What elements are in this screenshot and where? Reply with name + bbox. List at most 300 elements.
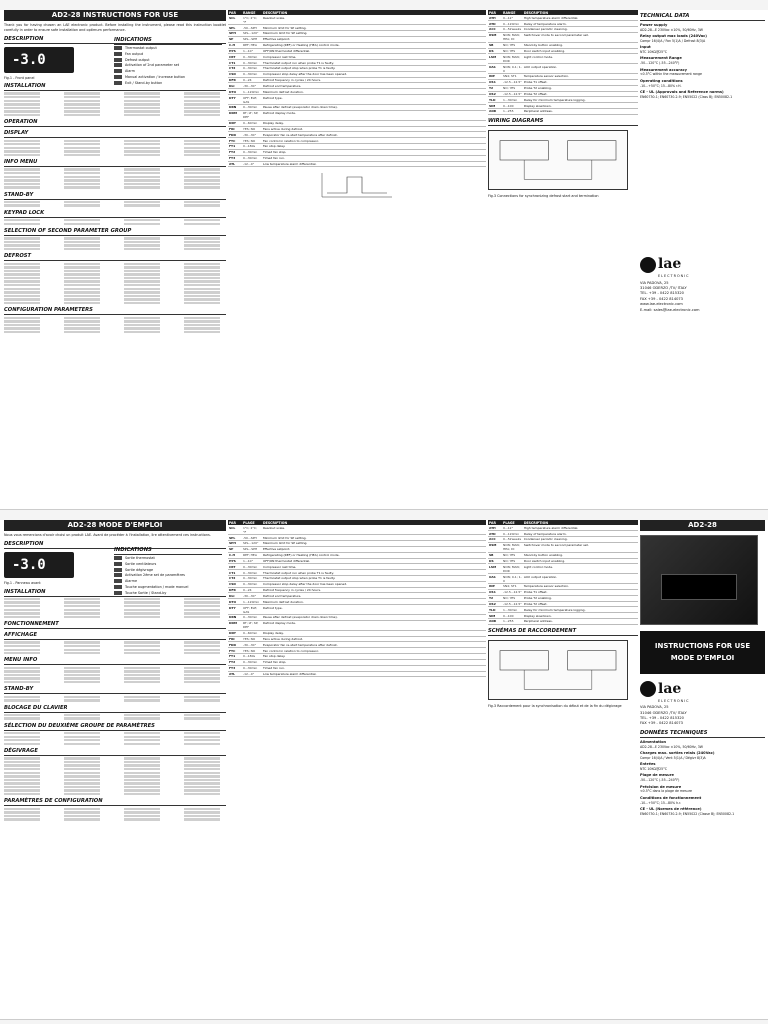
table-cell: 0...30min [242, 65, 262, 71]
front-panel-figure [4, 47, 74, 73]
table-cell: Probe T1 offset. [523, 589, 638, 595]
table-cell: Defrost type. [262, 605, 486, 615]
table-row [228, 161, 486, 167]
indications-list [114, 34, 222, 86]
wiring-caption: Fig.3 Connections for synchronizing defrost start and termination [488, 194, 599, 199]
table-cell: SP [228, 546, 242, 552]
table-cell: FID [228, 636, 242, 642]
table-cell: Refrigerating (REF) or Heating (HEA) control mode. [262, 552, 486, 558]
section-indications: INDICATIONS [114, 37, 222, 45]
table-cell: OS2 [488, 601, 502, 607]
table-cell: -50...SPH [242, 25, 262, 31]
column-parameters-fr [228, 520, 486, 1019]
table-cell: Evaporator fan re-start temperature after defrost. [262, 642, 486, 648]
table-cell: 0...30min [242, 60, 262, 66]
sheet-title: AD2-28 INSTRUCTIONS FOR USE [4, 10, 226, 21]
section-selection: SELECTION OF SECOND PARAMETER GROUP [4, 228, 226, 236]
company-email: E-mail: sales@lae-electronic.com [640, 307, 700, 312]
tech-item: Measurement Range -50...120°C (-55...240°F) [640, 56, 682, 66]
table-cell: Defrost end temperature. [262, 83, 486, 89]
table-cell: Switchover mode to second parameter set. [523, 32, 638, 42]
table-cell: SPL...120° [242, 541, 262, 547]
tech-item: Measurement accuracy <0.5°C within the measurement range [640, 67, 703, 77]
table-cell: Timed fan run. [262, 665, 486, 671]
table-row [488, 64, 638, 74]
table-cell: 0...30min [242, 71, 262, 77]
table-cell: OS2 [488, 91, 502, 97]
company-address: VIA PADOVA, 25 31046 ODERZO /TV/ ITALY TEL. +39 - 0422 815320 FAX +39 - 0422 814073 www.lae-electronic.com E-mail: sales@lae-electronic.com [640, 281, 765, 313]
standby-icon [114, 81, 122, 85]
table-row [488, 32, 638, 42]
section-installation: INSTALLATION [4, 83, 226, 91]
table-cell: DDM [228, 620, 242, 630]
table-cell: 1...255 [502, 109, 523, 115]
table-row [488, 54, 638, 64]
table-cell: NO; YES [502, 48, 523, 54]
table-row [228, 671, 486, 677]
front-panel-figure-fr: -3.0 [4, 552, 74, 578]
section-display: DISPLAY [4, 130, 226, 138]
table-cell: SPL [228, 535, 242, 541]
device-image [661, 574, 737, 600]
table-cell: FT1 [228, 144, 242, 150]
table-cell: -12.5...12.5° [503, 601, 522, 606]
table-cell: DS [488, 558, 502, 564]
table-cell: ATD [488, 21, 502, 27]
fan-icon [114, 52, 122, 56]
table-cell: NO; YES [502, 558, 523, 564]
table-cell: 0...52weeks [503, 27, 522, 32]
defrost-icon [114, 568, 122, 572]
table-cell: C-H [228, 552, 242, 558]
table-cell: 0...24 [242, 587, 262, 593]
table-cell: IISM [488, 542, 502, 552]
table-cell: AUX output operation. [523, 574, 638, 584]
table-cell: Refrigerating (REF) or Heating (HEA) control mode. [262, 42, 486, 48]
table-cell: Compressor stop delay after the door has been opened. [262, 581, 486, 587]
table-row [228, 95, 486, 105]
table-cell: DDY [228, 630, 242, 636]
thermostat-chart [317, 169, 397, 203]
table-cell: Pause after defrost (evaporator drain down time). [262, 615, 486, 621]
table-cell: Door switch input enabling. [523, 48, 638, 54]
table-cell: Probe T1 offset. [523, 79, 638, 85]
table-cell: Effective setpoint. [262, 36, 486, 42]
table-cell: Thermostat output stop when probe T1 is faulty. [262, 65, 486, 71]
sheet-english [0, 10, 768, 510]
indications-list-fr: INDICATIONS Sortie thermostat Sortie ventilateurs Sortie dégivrage Activation 2ème set de paramètres Alarme Touche augmentation / mode manuel Touche Sortie / Stand-by [114, 544, 222, 596]
table-cell: CT2 [228, 65, 242, 71]
table-row [488, 109, 638, 115]
table-cell: FT2 [228, 659, 242, 665]
table-cell: 0...30min [242, 105, 262, 111]
table-cell: RT; LT; SP; DEF [242, 620, 262, 630]
table-cell: DTO [228, 89, 242, 95]
table-cell: CT1 [228, 570, 242, 576]
table-cell: Fans active during defrost. [262, 126, 486, 132]
table-cell: T2 [488, 595, 502, 601]
table-cell: 0...30min [242, 155, 262, 161]
table-cell: C-H [228, 42, 242, 48]
indication-item: Alarm [114, 69, 222, 74]
table-cell: Evaporator fan re-start temperature after defrost. [262, 132, 486, 138]
table-cell: DTY [228, 605, 242, 615]
table-cell: Defrost display mode. [262, 620, 486, 630]
table-cell: Temperature sensor selection. [523, 74, 638, 80]
table-cell: SIM [488, 103, 502, 109]
table-cell: -50...SPH [242, 535, 262, 541]
table-cell: INP [488, 584, 502, 590]
table-cell: 0...100 [502, 613, 523, 619]
table-cell: NO; YES [502, 595, 523, 601]
table-cell: SPH [228, 31, 242, 37]
table-cell: Compressor stop delay after the door has been opened. [262, 71, 486, 77]
table-cell: FTC [228, 648, 242, 654]
table-cell: -12...0° [242, 161, 262, 167]
table-cell: Maximum limit for SP setting. [262, 31, 486, 37]
table-row [488, 619, 638, 625]
table-cell: FID [228, 126, 242, 132]
table-cell: Delay for minimum temperature logging. [523, 97, 638, 103]
table-cell: DLI [228, 593, 242, 599]
table-cell: Maximum defrost duration. [262, 599, 486, 605]
table-cell: Defrost end temperature. [262, 593, 486, 599]
table-cell: 1°C; 2°C; °F [242, 15, 262, 24]
table-cell: NO; YES [502, 552, 523, 558]
table-row [488, 564, 638, 574]
table-cell: Effective setpoint. [262, 546, 486, 552]
table-cell: DTY [228, 95, 242, 105]
table-cell: OFF; ELE; GAS [242, 95, 262, 105]
table-cell: DRN [228, 105, 242, 111]
table-cell: Delay of temperature alarm. [523, 21, 638, 27]
table-cell: HYS [228, 558, 242, 564]
table-cell: 0...30min [242, 615, 262, 621]
table-cell: ADR [488, 619, 502, 625]
table-cell: Compressor rest time. [262, 54, 486, 60]
table-cell: ADR [488, 109, 502, 115]
table-cell: ACC [488, 26, 502, 32]
table-cell: Peripheral address. [523, 109, 638, 115]
table-cell: 0...12° [502, 525, 523, 530]
table-cell: Switchover mode to second parameter set. [523, 542, 638, 552]
table-cell: DDY [228, 120, 242, 126]
table-cell: -12.5...12.5° [503, 91, 522, 96]
table-row [488, 542, 638, 552]
table-cell: Peripheral address. [523, 619, 638, 625]
table-cell: 1°C; 2°C; °F [242, 525, 262, 534]
table-cell: Probe T2 enabling. [523, 595, 638, 601]
table-cell: -12...0° [242, 671, 262, 677]
table-cell: Light control mode. [523, 54, 638, 64]
display-value: -3.0 [12, 51, 46, 68]
table-cell: Timed fan run. [262, 155, 486, 161]
header-par: PAR [228, 10, 242, 15]
table-cell: Probe T2 offset. [523, 91, 638, 97]
parameter-set-icon [114, 573, 122, 577]
table-cell: High temperature alarm differential. [523, 15, 638, 20]
table-cell: 0...30min [242, 665, 262, 671]
table-cell: Condenser periodic cleaning. [523, 536, 638, 542]
table-cell: Probe T2 offset. [523, 601, 638, 607]
parameter-table-fr-continued: PAR PLAGE DESCRIPTION ATH 0...12° High temperature alarm differential. ATD 0...120min Delay of temperature alarm. ACC 0...52weeks Condenser periodic cleaning. IISM NON; MAN; HEA; DI Switchover mode to second parameter set. SB NO; YES Stand-by button enabling. DS NO; YES Door switch input enabling. LSM NON; MAN; DOR Light control mode. OA1 NON; 0-1; 1-0 AUX output operation. INP SN4; ST1 Temperature sensor selection. OS1 -12.5...12.5° Probe T1 offset. T2 NO; YES Probe T2 enabling. OS2 -12.5...12.5° Probe T2 offset. TLD 1...30min Delay for minimum temperature logging. SIM 0...100 Display slowdown. ADR 1...255 Peripheral address. [488, 520, 638, 625]
cover-title: INSTRUCTIONS FOR USE MODE D'EMPLOI [640, 631, 765, 673]
compressor-icon [114, 46, 122, 50]
table-cell: Low temperature alarm differential. [262, 161, 486, 167]
table-cell: NO; YES [502, 85, 523, 91]
table-cell: Minimum limit for SP setting. [262, 25, 486, 31]
table-cell: 1...120min [242, 599, 262, 605]
table-cell: Display slowdown. [523, 613, 638, 619]
table-cell: Defrost frequency in cycles / 24 hours. [262, 587, 486, 593]
indication-item: Exit / Stand-by button [114, 81, 222, 86]
table-cell: FT3 [228, 665, 242, 671]
table-cell: ATD [488, 531, 502, 537]
table-cell: 0...30min [242, 54, 262, 60]
table-cell: 0...52weeks [503, 537, 522, 542]
table-cell: ACC [488, 536, 502, 542]
wiring-title: WIRING DIAGRAMS [488, 118, 638, 126]
table-cell: -30...30° [242, 593, 262, 599]
section-stand-by: STAND-BY [4, 192, 226, 200]
header-range: RANGE [242, 10, 262, 15]
table-cell: FT2 [228, 149, 242, 155]
table-cell: 1...120min [242, 89, 262, 95]
table-cell: ATL [228, 671, 242, 677]
table-cell: Fan control in relation to compressor. [262, 138, 486, 144]
table-cell: NON; 0-1; 1-0 [503, 64, 522, 73]
table-cell: SB [488, 552, 502, 558]
table-cell: SIM [488, 613, 502, 619]
table-cell: DS [488, 48, 502, 54]
tech-item: Relay output max loads (240Vac) Compr 16(4)A / Fan 5(1)A / Defrost 8(3)A [640, 34, 707, 44]
parameter-table-fr: PAR PLAGE DESCRIPTION SCL 1°C; 2°C; °F Readout scale. SPL -50...SPH Minimum limit for SP setting. SPH SPL...120° Maximum limit for SP setting. SP SPL...SPH Effective setpoint. C-H REF; HEA Refrigerating (REF) or Heating (HEA) control mode. HYS 1...10° OFF/ON thermostat differential. CRT 0...30min Compressor rest time. CT1 0...30min Thermostat output run when probe T1 is faulty. CT2 0...30min Thermostat output stop when probe T1 is faulty. CSD 0...30min Compressor stop delay after the door has been opened. DFR 0...24 Defrost frequency in cycles / 24 hours. DLI -30...30° Defrost end temperature. DTO 1...120min Maximum defrost duration. DTY OFF; ELE; GAS Defrost type. DRN 0...30min Pause after defrost (evaporator drain down time). DDM RT; LT; SP; DEF Defrost display mode. DDY 0...60min Display delay. FID YES; NO Fans active during defrost. FDD -30...30° Evaporator fan re-start temperature after defrost. FTC YES; NO Fan control in relation to compressor. FT1 0...180s Fan stop delay. FT2 0...30min Timed fan stop. FT3 0...30min Timed fan run. ATL -12...0° Low temperature alarm differential. [228, 520, 486, 677]
up-arrow-icon [114, 585, 122, 589]
table-cell: 0...60min [242, 630, 262, 636]
column-parameters-fr-2: PAR PLAGE DESCRIPTION ATH 0...12° High temperature alarm differential. ATD 0...120min Delay of temperature alarm. ACC 0...52weeks Condenser periodic cleaning. IISM NON; MAN; HEA; DI Switchover mode to second parameter set. SB NO; YES Stand-by button enabling. DS NO; YES Door switch input enabling. LSM NON; MAN; DOR Light control mode. OA1 NON; 0-1; 1-0 AUX output operation. INP SN4; ST1 Temperature sensor selection. OS1 -12.5...12.5° Probe T1 offset. T2 NO; YES Probe T2 enabling. OS2 -12.5...12.5° Probe T2 offset. TLD 1...30min Delay for minimum temperature logging. SIM 0...100 Display slowdown. ADR 1...255 Peripheral address. SCHÉMAS DE RACCORDEMENT Fig.3 Raccordement pour la synchronisation du début et de la fin du dégivrage [488, 520, 638, 1019]
table-cell: 0...12° [502, 15, 523, 20]
table-cell: Delay of temperature alarm. [523, 531, 638, 537]
indication-item: Activation of 2nd parameter set [114, 63, 222, 68]
table-cell: DFR [228, 587, 242, 593]
table-cell: FTC [228, 138, 242, 144]
company-web: www.lae-electronic.com [640, 302, 683, 307]
table-cell: SPL...SPH [242, 36, 262, 42]
column-tech [640, 10, 765, 509]
table-cell: Fan stop delay. [262, 144, 486, 150]
fan-icon [114, 562, 122, 566]
table-cell: INP [488, 74, 502, 80]
table-cell: DLI [228, 83, 242, 89]
table-cell: 0...30min [242, 564, 262, 570]
table-cell: OA1 [488, 64, 502, 74]
table-cell: T2 [488, 85, 502, 91]
up-arrow-icon [114, 75, 122, 79]
table-cell: NON; MAN; HEA; DI [502, 32, 523, 42]
table-cell: REF; HEA [242, 552, 262, 558]
product-photo [640, 535, 758, 625]
table-cell: NON; MAN; HEA; DI [502, 542, 523, 552]
table-cell: OFF; ELE; GAS [242, 605, 262, 615]
table-cell: SP [228, 36, 242, 42]
table-row [228, 620, 486, 630]
table-cell: Display delay. [262, 120, 486, 126]
standby-icon [114, 591, 122, 595]
table-cell: Fan stop delay. [262, 654, 486, 660]
table-cell: YES; NO [242, 636, 262, 642]
table-cell: -30...30° [242, 83, 262, 89]
table-cell: FT3 [228, 155, 242, 161]
table-cell: 0...30min [242, 575, 262, 581]
compressor-icon [114, 556, 122, 560]
parameter-set-icon [114, 63, 122, 67]
table-cell: NO; YES [502, 42, 523, 48]
table-cell: OS1 [488, 589, 502, 595]
table-cell: TLD [488, 97, 502, 103]
table-cell: 1...30min [502, 97, 523, 103]
table-cell: Thermostat output run when probe T1 is faulty. [262, 570, 486, 576]
table-cell: SN4; ST1 [502, 74, 523, 80]
cover-model: AD2-28 [640, 520, 765, 531]
indication-item: Fan output [114, 52, 222, 57]
table-cell: SPH [228, 541, 242, 547]
table-cell: SPL [228, 25, 242, 31]
table-cell: TLD [488, 607, 502, 613]
intro-text-fr: Nous vous remercions d'avoir choisi un produit LAE. Avant de procéder à l'installation, lire attentivement ces instructions. [4, 533, 211, 538]
table-cell: 0...120min [502, 21, 523, 27]
table-row [228, 525, 486, 534]
table-cell: CRT [228, 54, 242, 60]
indication-item: Defrost output [114, 58, 222, 63]
section-configuration: CONFIGURATION PARAMETERS [4, 307, 226, 315]
indication-item: Thermostat output [114, 46, 222, 51]
table-cell: FDD [228, 132, 242, 138]
table-cell: 0...24 [242, 77, 262, 83]
table-cell: LSM [488, 54, 502, 64]
table-cell: 0...60min [242, 120, 262, 126]
table-cell: 1...10° [242, 48, 262, 54]
table-cell: Defrost type. [262, 95, 486, 105]
table-cell: DTO [228, 599, 242, 605]
table-header-row: PAR RANGE DESCRIPTION [488, 10, 638, 15]
brand-name: lae [658, 256, 682, 273]
tech-item: CE - UL (Approvals and Reference norms) EN60730-1; EN60730-2-9; EN55022 (Class B); EN50082-1 [640, 89, 733, 99]
column-1-fr: AD2-28 MODE D'EMPLOI Nous vous remercions d'avoir choisi un produit LAE. Avant de procéder à l'installation, lire attentivement ces instructions. DESCRIPTION -3.0 Fig.1 - Panneau avant INDICATIONS Sortie thermostat Sortie ventilateurs Sortie dégivrage Activation 2ème set de paramètres Alarme Touche augmentation / mode manuel Touche Sortie / Stand-by INSTALLATION FONCTIONNEMENT AFFICHAGE MENU INFO STAND-BY BLOCAGE DU CLAVIER SÉLECTION DU DEUXIÈME GROUPE DE PARAMÈTRES DÉGIVRAGE PARAMÈTRES DE CONFIGURATION [4, 520, 226, 1019]
table-cell: 0...30min [242, 659, 262, 665]
section-operation: OPERATION [4, 119, 226, 127]
table-cell: CSD [228, 581, 242, 587]
table-cell: Readout scale. [262, 525, 486, 534]
table-cell: NON; MAN; DOR [502, 54, 523, 64]
table-cell: YES; NO [242, 648, 262, 654]
table-row [228, 15, 486, 24]
table-cell: Display delay. [262, 630, 486, 636]
table-cell: YES; NO [242, 138, 262, 144]
table-cell: CT2 [228, 575, 242, 581]
table-cell: Maximum defrost duration. [262, 89, 486, 95]
table-cell: Stand-by button enabling. [523, 552, 638, 558]
table-cell: Fans active during defrost. [262, 636, 486, 642]
table-cell: ATL [228, 161, 242, 167]
tech-title: TECHNICAL DATA [640, 13, 765, 21]
table-cell: OA1 [488, 574, 502, 584]
table-cell: DDM [228, 110, 242, 120]
table-cell: Light control mode. [523, 564, 638, 574]
section-description: DESCRIPTION [4, 36, 226, 44]
table-cell: Pause after defrost (evaporator drain down time). [262, 105, 486, 111]
alarm-icon [114, 579, 122, 583]
table-cell: Fan control in relation to compressor. [262, 648, 486, 654]
table-cell: Minimum limit for SP setting. [262, 535, 486, 541]
table-cell: OS1 [488, 79, 502, 85]
table-cell: -30...30° [242, 132, 262, 138]
table-cell: Thermostat output run when probe T1 is faulty. [262, 60, 486, 66]
table-cell: IISM [488, 32, 502, 42]
table-cell: 1...30min [502, 607, 523, 613]
table-cell: Timed fan stop. [262, 149, 486, 155]
table-cell: SPL...SPH [242, 546, 262, 552]
table-cell: Maximum limit for SP setting. [262, 541, 486, 547]
table-cell: CT1 [228, 60, 242, 66]
table-cell: SPL...120° [242, 31, 262, 37]
table-cell: Temperature sensor selection. [523, 584, 638, 590]
wiring-diagram [488, 130, 628, 190]
table-cell: FT1 [228, 654, 242, 660]
header-description: DESCRIPTION [262, 10, 486, 15]
table-cell: High temperature alarm differential. [523, 525, 638, 530]
table-cell: CSD [228, 71, 242, 77]
brand-sub: ELECTRONIC [658, 274, 690, 278]
table-cell: Compressor rest time. [262, 564, 486, 570]
tech-item: Input NTC 10KΩ@25°C [640, 45, 668, 55]
table-cell: RT; LT; SP; DEF [242, 110, 262, 120]
table-cell: SCL [228, 15, 242, 24]
column-1 [4, 10, 226, 509]
tech-item: Operating conditions -10...+50°C; 15...80% r.H. [640, 78, 683, 88]
table-cell: -30...30° [242, 642, 262, 648]
table-cell: CRT [228, 564, 242, 570]
table-cell: Low temperature alarm differential. [262, 671, 486, 677]
wiring-diagram-fr [488, 640, 628, 700]
table-cell: Timed fan stop. [262, 659, 486, 665]
table-cell: SCL [228, 525, 242, 534]
table-cell: 0...120min [502, 531, 523, 537]
table-cell: Defrost display mode. [262, 110, 486, 120]
table-cell: DRN [228, 615, 242, 621]
table-cell: REF; HEA [242, 42, 262, 48]
tech-item: Power supply AD2-28...E 230Vac ±10%, 50/60Hz, 3W [640, 23, 703, 32]
table-cell: 0...180s [242, 144, 262, 150]
table-cell: Readout scale. [262, 15, 486, 24]
column-parameters [228, 10, 486, 509]
table-cell: 0...30min [242, 149, 262, 155]
intro-text: Thank you for having chosen an LAE electronic product. Before installing the instrument, please read this instruction booklet carefully in order to ensure safe installation and optimum performance. [4, 23, 226, 33]
table-cell: 0...30min [242, 581, 262, 587]
table-cell: 0...100 [502, 103, 523, 109]
lae-logo-icon [640, 681, 656, 697]
defrost-icon [114, 58, 122, 62]
table-cell: Thermostat output stop when probe T1 is faulty. [262, 575, 486, 581]
table-cell: Defrost frequency in cycles / 24 hours. [262, 77, 486, 83]
company-logo [640, 255, 765, 274]
table-cell: ATH [488, 525, 502, 530]
section-info-menu: INFO MENU [4, 159, 226, 167]
section-keypad-lock: KEYPAD LOCK [4, 210, 226, 218]
table-cell: DFR [228, 77, 242, 83]
parameter-table [228, 10, 486, 167]
table-cell: LSM [488, 564, 502, 574]
table-row [488, 574, 638, 584]
